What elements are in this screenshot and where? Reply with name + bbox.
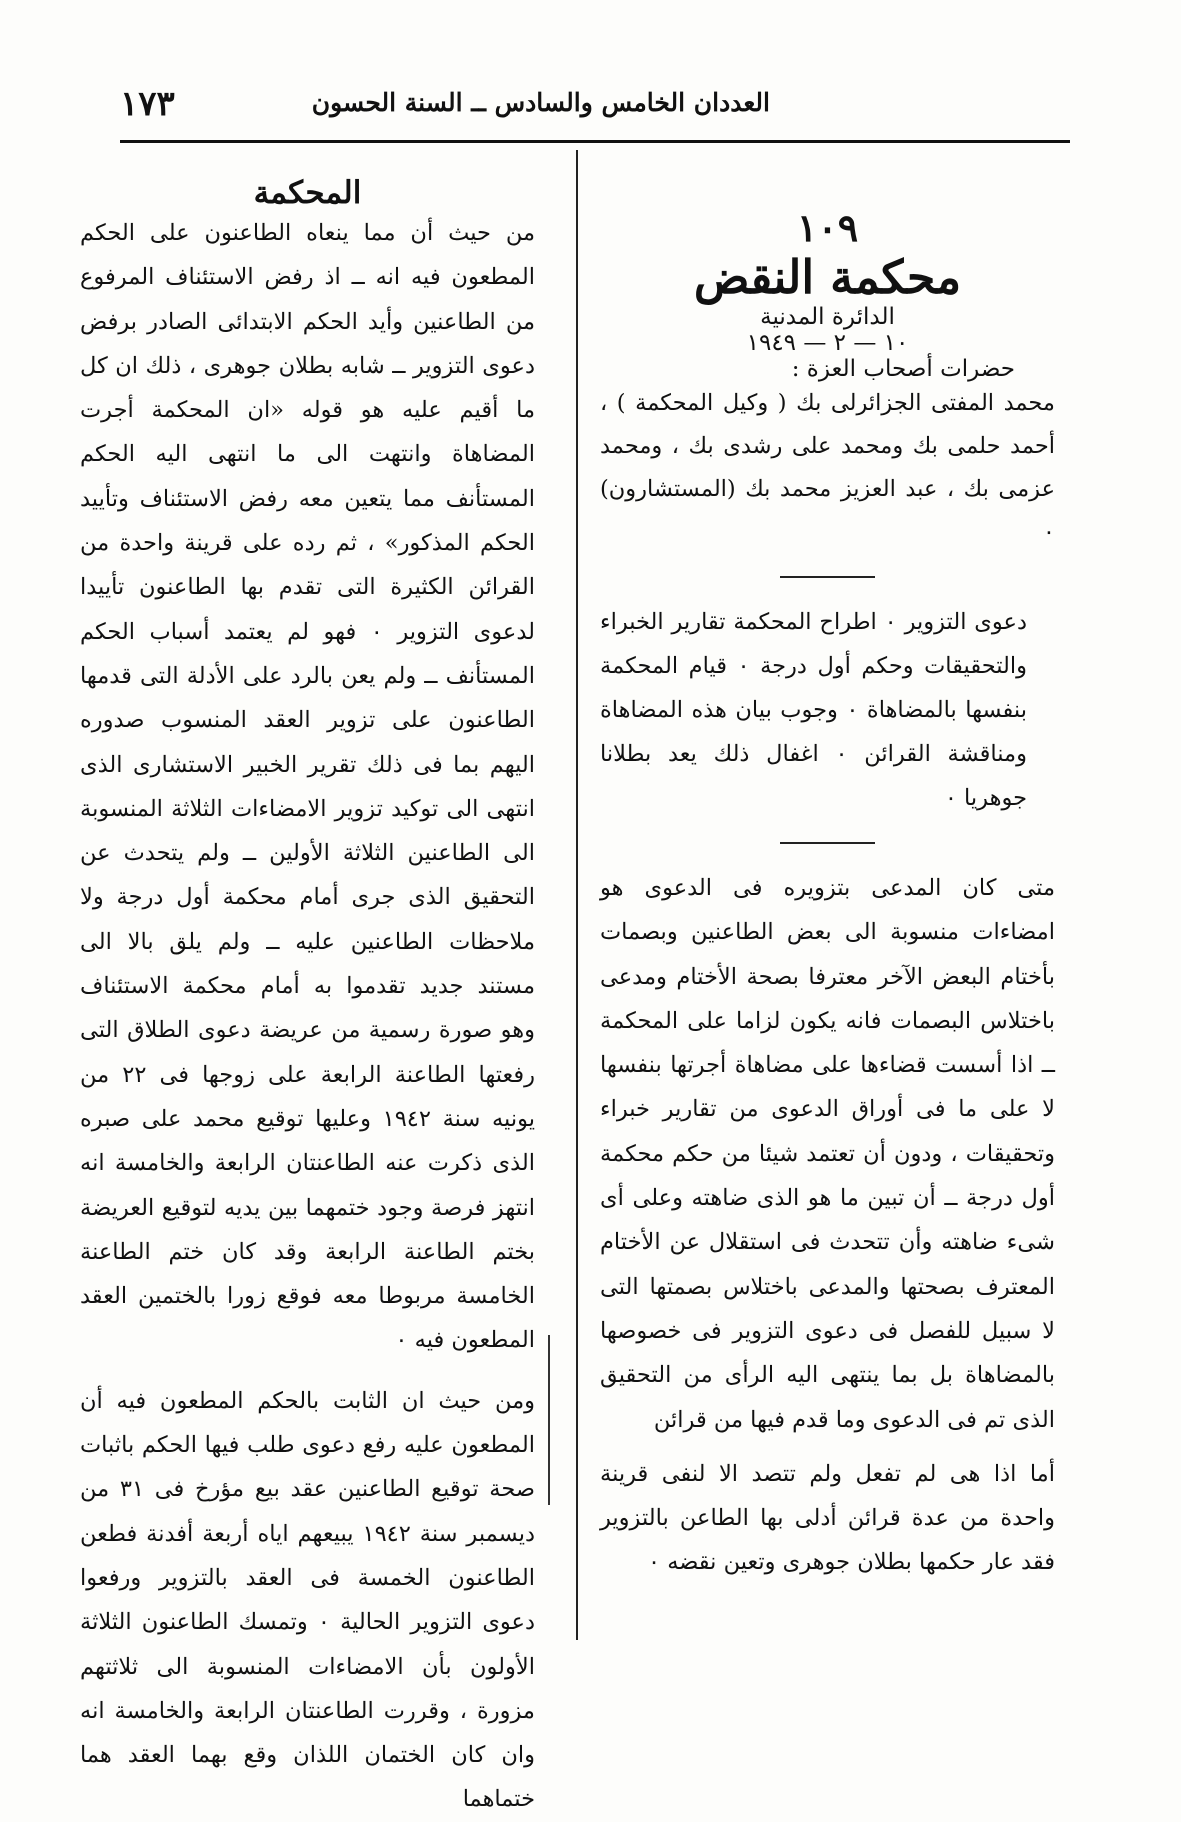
- circuit-name: الدائرة المدنية: [760, 304, 895, 330]
- court-name: محكمة النقض: [693, 250, 962, 304]
- case-summary: دعوى التزوير ٠ اطراح المحكمة تقارير الخبراء والتحقيقات وحكم أول درجة ٠ قيام المحكمة بنفسها بالمضاهاة ٠ وجوب بيان هذه المضاهاة ومناقشة القرائن ٠ اغفال ذلك يعد بطلانا جوهريا ٠: [600, 609, 1027, 811]
- page-number: ١٧٣: [120, 84, 175, 124]
- body-paragraph: من حيث أن مما ينعاه الطاعنون على الحكم المطعون فيه انه ــ اذ رفض الاستئناف المرفوع من الطاعنين وأيد الحكم الابتدائى الصادر برفض دعوى التزوير ــ شابه بطلان جوهرى ، ذلك ان كل ما أقيم عليه هو قوله «ان المحكمة أجرت المضاهاة وانتهت الى ما انتهى اليه الحكم المستأنف مما يتعين معه رفض الاستئناف وتأييد الحكم المذكور» ، ثم رده على قرينة واحدة من القرائن الكثيرة التى تقدم بها الطاعنون تأييدا لدعوى التزوير ٠ فهو لم يعتمد أسباب الحكم المستأنف ــ ولم يعن بالرد على الأدلة التى قدمها الطاعنون على تزوير العقد المنسوب صدوره اليهم بما فى ذلك تقرير الخبير الاستشارى الذى انتهى الى توكيد تزوير الامضاءات الثلاثة المنسوبة الى الطاعنين الثلاثة الأولين ــ ولم يتحدث عن التحقيق الذى جرى أمام محكمة أول درجة ولا ملاحظات الطاعنين عليه ــ ولم يلق بالا الى مستند جديد تقدموا به أمام محكمة الاستئناف وهو صورة رسمية من عريضة دعوى الطلاق التى رفعتها الطاعنة الرابعة على زوجها فى ٢٢ من يونيه سنة ١٩٤٢ وعليها توقيع محمد على صبره الذى ذكرت عنه الطاعنتان الرابعة والخامسة انه انتهز فرصة وجود ختمهما بين يديه لتوقيع العريضة بختم الطاعنة الرابعة وقد كان ختم الطاعنة الخامسة مربوطا معه فوقع زورا بالختمين العقد المطعون فيه ٠: [80, 220, 535, 1354]
- running-title: العددان الخامس والسادس ــ السنة الحسون: [311, 88, 770, 117]
- body-paragraph: ومن حيث ان الثابت بالحكم المطعون فيه أن المطعون عليه رفع دعوى طلب فيها الحكم باثبات صحة توقيع الطاعنين عقد بيع مؤرخ فى ٣١ من ديسمبر سنة ١٩٤٢ يبيعهم اياه أربعة أفدنة فطعن الطاعنون الخمسة فى العقد بالتزوير ورفعوا دعوى التزوير الحالية ٠ وتمسك الطاعنون الثلاثة الأولون بأن الامضاءات المنسوبة الى ثلاثتهم مزورة ، وقررت الطاعنتان الرابعة والخامسة انه وان كان الختمان اللذان وقع بهما العقد هما ختماهما: [80, 1387, 536, 1813]
- separator-rule: [780, 842, 875, 844]
- column-divider: [576, 150, 578, 1640]
- left-column: [80, 175, 535, 1822]
- panel-intro: حضرات أصحاب العزة :: [791, 356, 1015, 382]
- right-column: [600, 205, 1055, 1585]
- margin-mark: [548, 1335, 550, 1505]
- case-number: ١٠٩: [796, 205, 859, 250]
- page-header: [110, 84, 1070, 128]
- separator-rule: [780, 576, 875, 578]
- header-rule: [120, 140, 1070, 143]
- section-title: المحكمة: [253, 175, 362, 211]
- holding-paragraph: متى كان المدعى بتزويره فى الدعوى هو امضاءات منسوبة الى بعض الطاعنين وبصمات بأختام البعض الآخر معترفا بصحة الأختام ومدعى باختلاس البصمات فانه يكون لزاما على المحكمة ــ اذا أسست قضاءها على مضاهاة أجرتها بنفسها لا على ما فى أوراق الدعوى من تقارير خبراء وتحقيقات ، ودون أن تعتمد شيئا من حكم محكمة أول درجة ــ أن تبين ما هو الذى ضاهته وعلى أى شىء ضاهته وأن تتحدث فى استقلال عن الأختام المعترف بصحتها والمدعى باختلاس بصمتها التى لا سبيل للفصل فى دعوى التزوير فى خصوصها بالمضاهاة بل بما ينتهى اليه الرأى من التحقيق الذى تم فى الدعوى وما قدم فيها من قرائن: [600, 875, 1055, 1433]
- holding-paragraph: أما اذا هى لم تفعل ولم تتصد الا لنفى قرينة واحدة من عدة قرائن أدلى بها الطاعن بالتزوير فقد عار حكمها بطلان جوهرى وتعين نقضه ٠: [600, 1460, 1055, 1576]
- judgment-date: ١٠ — ٢ — ١٩٤٩: [746, 330, 909, 356]
- panel-members: محمد المفتى الجزائرلى بك ( وكيل المحكمة ) ، أحمد حلمى بك ومحمد على رشدى بك ، ومحمد عزمى بك ، عبد العزيز محمد بك (المستشارون) ٠: [600, 390, 1055, 545]
